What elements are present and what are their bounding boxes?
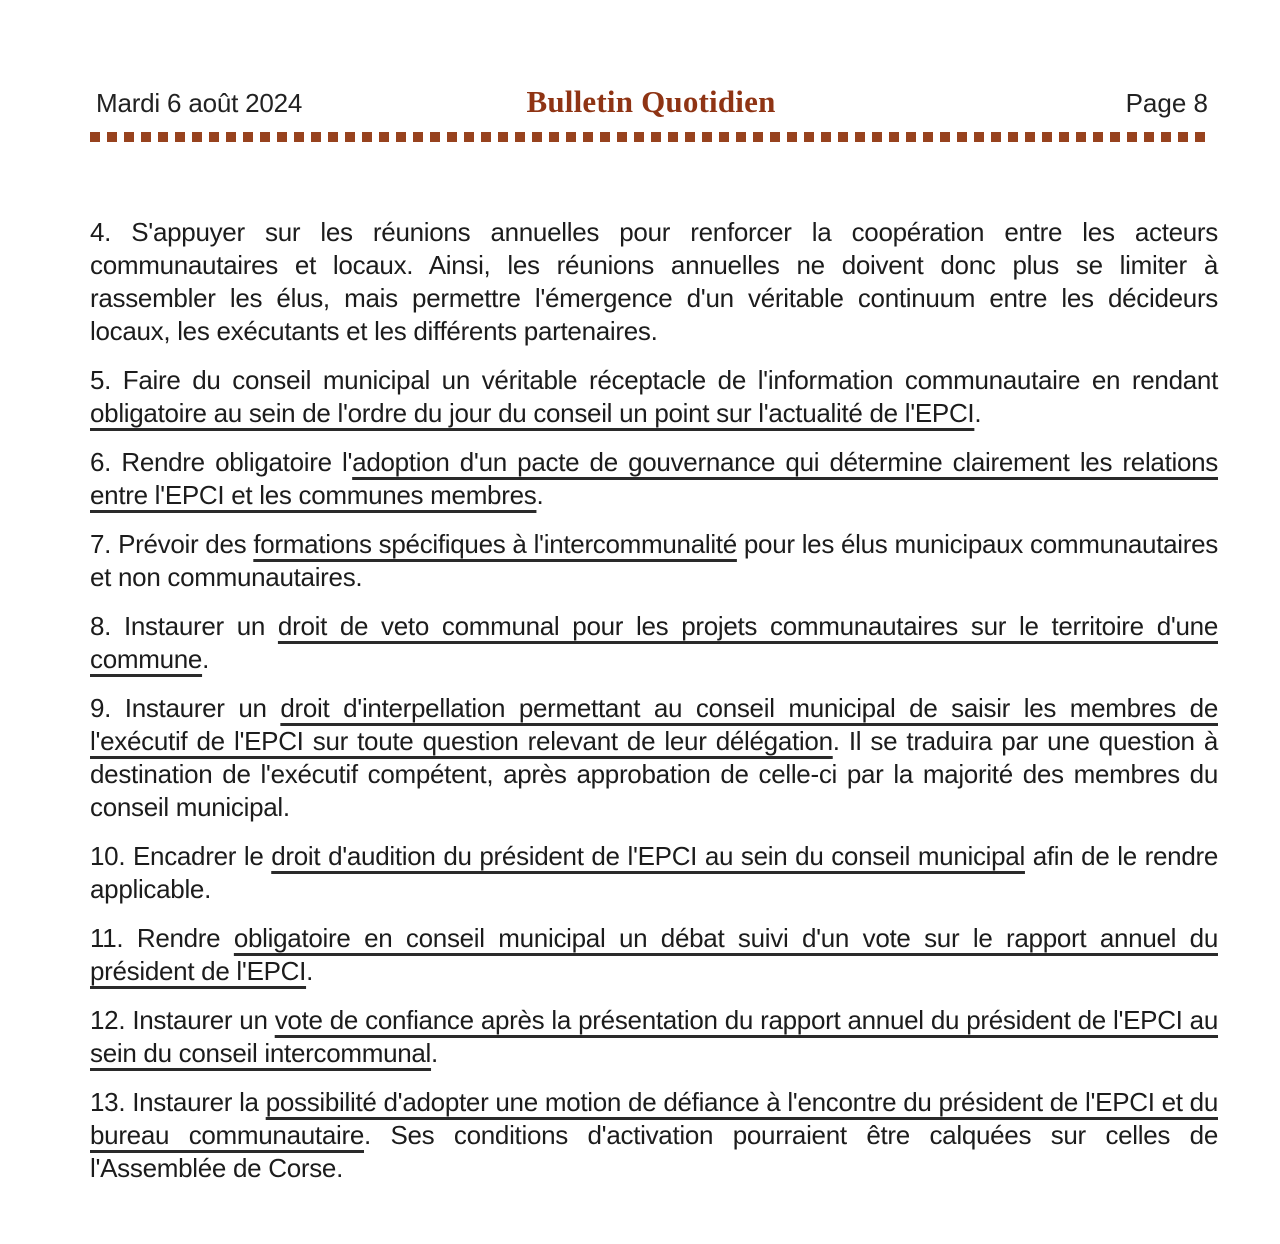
- page-header: [90, 84, 1212, 120]
- underlined-text: droit de veto communal pour les projets communautaires sur le territoire d'une commune: [90, 611, 1218, 674]
- document-body: [90, 216, 1218, 1185]
- underlined-text: droit d'interpellation permettant au conseil municipal de saisir les membres de l'exécutif de l'EPCI sur toute question relevant de leur délégation: [90, 693, 1218, 756]
- text-run: 8. Instaurer un: [90, 611, 278, 641]
- underlined-text: possibilité d'adopter une motion de défiance à l'encontre du président de l'EPCI et du bureau communautaire: [90, 1087, 1218, 1150]
- page-number: Page 8: [1125, 88, 1208, 118]
- text-run: .: [202, 644, 209, 674]
- underlined-text: obligatoire en conseil municipal un débat suivi d'un vote sur le rapport annuel du président de l'EPCI: [90, 923, 1218, 986]
- text-run: .: [306, 956, 313, 986]
- text-run: . Il se traduira par une question à destination de l'exécutif compétent, après approbation de celle-ci par la majorité des membres du conseil municipal.: [90, 726, 1218, 822]
- text-run: 6. Rendre obligatoire l': [90, 447, 353, 477]
- dotted-divider: [90, 132, 1212, 142]
- underlined-text: adoption d'un pacte de gouvernance qui détermine clairement les relations entre l'EPCI et les communes membres: [90, 447, 1219, 510]
- underlined-text: droit d'audition du président de l'EPCI au sein du conseil municipal: [271, 841, 1025, 871]
- paragraph: [90, 1086, 1218, 1185]
- text-run: 7. Prévoir des: [90, 529, 254, 559]
- text-run: 11. Rendre: [90, 923, 234, 953]
- text-run: 13. Instaurer la: [90, 1087, 266, 1117]
- underlined-text: obligatoire au sein de l'ordre du jour du conseil un point sur l'actualité de l'EPCI: [90, 398, 975, 428]
- paragraph: [90, 216, 1218, 348]
- paragraph: [90, 364, 1218, 430]
- paragraph: [90, 446, 1218, 512]
- text-run: 9. Instaurer un: [90, 693, 281, 723]
- text-run: 4. S'appuyer sur les réunions annuelles pour renforcer la coopération entre les acteurs communautaires et locaux. Ainsi, les réunions annuelles ne doivent donc plus se limiter à rassembler les élus, mais permettre l'émergence d'un véritable continuum entre les décideurs locaux, les exécutants et les différents partenaires.: [90, 217, 1218, 346]
- paragraph: [90, 610, 1218, 676]
- paragraph: [90, 528, 1218, 594]
- underlined-text: formations spécifiques à l'intercommunalité: [253, 529, 737, 559]
- text-run: 10. Encadrer le: [90, 841, 272, 871]
- text-run: pour les élus municipaux communautaires et non communautaires.: [90, 529, 1218, 592]
- paragraph: [90, 922, 1218, 988]
- text-run: . Ses conditions d'activation pourraient être calquées sur celles de l'Assemblée de Corse.: [90, 1120, 1218, 1183]
- text-run: .: [536, 480, 544, 510]
- paragraph: [90, 1004, 1218, 1070]
- text-run: .: [974, 398, 982, 428]
- text-run: afin de le rendre applicable.: [90, 841, 1218, 904]
- text-run: 5. Faire du conseil municipal un véritable réceptacle de l'information communautaire en rendant: [90, 365, 1218, 395]
- text-run: .: [431, 1038, 438, 1068]
- paragraph: [90, 840, 1218, 906]
- page-title: Bulletin Quotidien: [526, 84, 776, 119]
- text-run: 12. Instaurer un: [90, 1005, 275, 1035]
- underlined-text: vote de confiance après la présentation du rapport annuel du président de l'EPCI au sein du conseil intercommunal: [90, 1005, 1219, 1068]
- header-date: Mardi 6 août 2024: [96, 88, 303, 118]
- paragraph: [90, 692, 1218, 824]
